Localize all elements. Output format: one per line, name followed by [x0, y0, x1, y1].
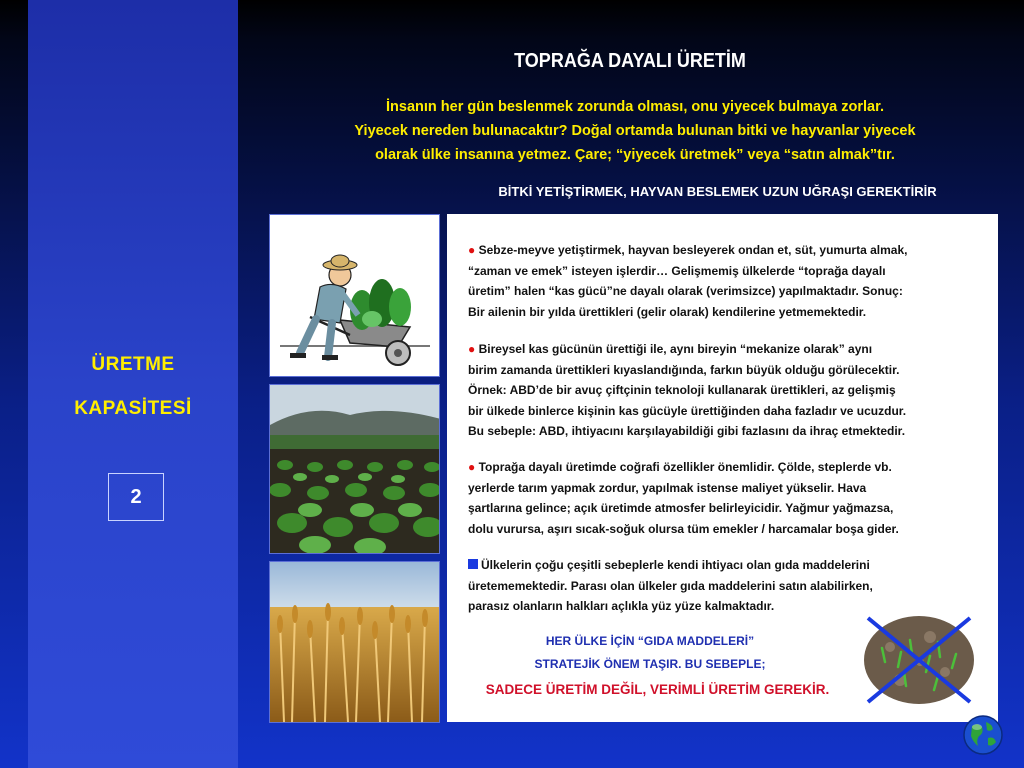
paragraph-line: Sebze-meyve yetiştirmek, hayvan besleyerek ondan et, süt, yumurta almak, [478, 243, 908, 257]
conclusion-line1: HER ÜLKE İÇİN “GIDA MADDELERİ” [545, 634, 755, 648]
paragraph-line: şartlarına gelince; açık üretimde atmosfer belirleyicidir. Yağmur yağmazsa, [468, 501, 894, 515]
paragraph-4 [468, 555, 990, 617]
bullet-icon: ● [468, 460, 476, 474]
conclusion-line3: SADECE ÜRETİM DEĞİL, VERİMLİ ÜRETİM GEREKİR. [485, 682, 830, 697]
paragraph-line: Örnek: ABD’de bir avuç çiftçinin teknoloji kullanarak ürettikleri, az gelişmiş [468, 383, 896, 397]
paragraph-line: Bu sebeple: ABD, ihtiyacını karşılayabildiği gibi fazlasını da ihraç etmektedir. [468, 424, 906, 438]
paragraph-line: “zaman ve emek” isteyen işlerdir… Gelişmemiş ülkelerde “toprağa dayalı [468, 263, 886, 278]
paragraph-line: üretim” halen “kas gücü”ne dayalı olarak (verimsizce) yapılmaktadır. Sonuç: [468, 284, 903, 298]
globe-icon[interactable] [962, 714, 1004, 756]
crop-field-photo [269, 384, 440, 554]
paragraph-line: Toprağa dayalı üretimde coğrafi özellikler önemlidir. Çölde, steplerde vb. [478, 460, 892, 474]
sidebar-title-line1: ÜRETME [91, 354, 175, 375]
intro-line: olarak ülke insanına yetmez. Çare; “yiyecek üretmek” veya “satın almak”tır. [375, 147, 895, 163]
paragraph-line: birim zamanda ürettikleri kıyaslandığında, farkın büyük olduğu görülecektir. [468, 362, 900, 377]
sidebar-title-line2: KAPASİTESİ [74, 398, 192, 419]
page-title: TOPRAĞA DAYALI ÜRETİM [514, 48, 746, 72]
sidebar [28, 0, 238, 768]
conclusion-line2: STRATEJİK ÖNEM TAŞIR. BU SEBEPLE; [534, 657, 766, 671]
page-number: 2 [108, 473, 164, 521]
paragraph-line: Bireysel kas gücünün ürettiği ile, aynı bireyin “mekanize olarak” aynı [478, 342, 873, 356]
paragraph-2 [468, 339, 990, 442]
paragraph-line: bir ülkede binlerce kişinin kas gücüyle ürettiğinden daha fazladır ve ucuzdur. [468, 403, 907, 418]
crossed-out-soil-photo [860, 612, 978, 708]
paragraph-line: Bir ailenin bir yılda ürettikleri (gelir olarak) kendilerine yetmemektedir. [468, 304, 867, 319]
farmer-wheelbarrow-icon [269, 214, 440, 377]
paragraph-3 [468, 457, 990, 539]
paragraph-line: dolu vurursa, aşırı sıcak-soğuk olursa tüm emekler / harcamalar boşa gider. [468, 521, 899, 536]
bullet-icon: ● [468, 342, 476, 356]
paragraph-line: yerlerde tarım yapmak zordur, yapılmak istense maliyet yükselir. Hava [468, 480, 867, 495]
subheading: BİTKİ YETİŞTİRMEK, HAYVAN BESLEMEK UZUN UĞRAŞI GEREKTİRİR [498, 184, 937, 199]
paragraph-line: Ülkelerin çoğu çeşitli sebeplerle kendi ihtiyacı olan gıda maddelerini [481, 558, 870, 572]
wheat-field-photo [269, 561, 440, 723]
bullet-icon: ● [468, 243, 476, 257]
paragraph-line: parasız olanların halkları açlıkla yüz yüze kalmaktadır. [468, 599, 775, 613]
square-bullet-icon [468, 559, 478, 569]
paragraph-line: üretememektedir. Parası olan ülkeler gıda maddelerini satın alabilirken, [468, 578, 873, 593]
paragraph-1 [468, 240, 990, 322]
intro-line: Yiyecek nereden bulunacaktır? Doğal ortamda bulunan bitki ve hayvanlar yiyecek [354, 123, 916, 139]
intro-line: İnsanın her gün beslenmek zorunda olması, onu yiyecek bulmaya zorlar. [386, 99, 884, 115]
intro-text [280, 95, 990, 167]
